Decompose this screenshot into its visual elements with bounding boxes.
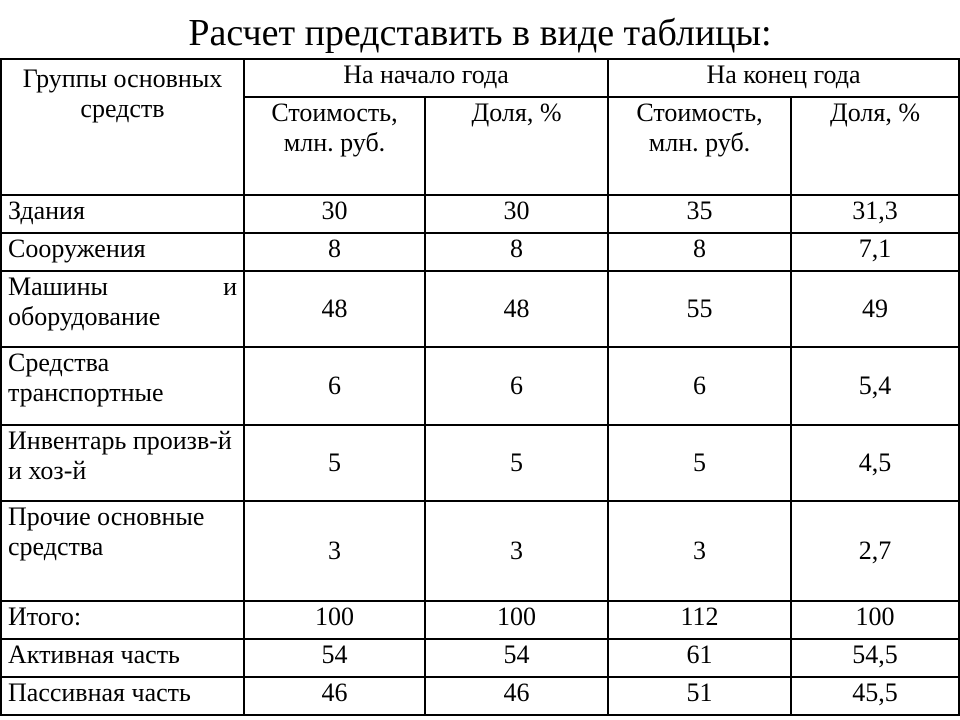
end-share-cell: 5,4: [791, 347, 959, 425]
start-cost-cell: 6: [244, 347, 425, 425]
fixed-assets-table: [0, 58, 960, 716]
table-row: [1, 501, 959, 601]
table-row: [1, 271, 959, 347]
end-share-cell: 49: [791, 271, 959, 347]
row-label: [1, 271, 244, 347]
row-label: Прочие основные средства: [1, 501, 244, 601]
end-share-cell: 31,3: [791, 195, 959, 233]
end-share-cell: 45,5: [791, 677, 959, 715]
start-cost-cell: 5: [244, 425, 425, 501]
start-cost-cell: 48: [244, 271, 425, 347]
start-share-cell: 5: [425, 425, 608, 501]
table-row: [1, 425, 959, 501]
start-share-cell: 3: [425, 501, 608, 601]
start-cost-cell: 30: [244, 195, 425, 233]
start-share-cell: 48: [425, 271, 608, 347]
table-row: [1, 677, 959, 715]
header-start-cost: Стоимость, млн. руб.: [244, 97, 425, 195]
row-label: Инвентарь произв-й и хоз-й: [1, 425, 244, 501]
row-label: Здания: [1, 195, 244, 233]
end-cost-cell: 55: [608, 271, 791, 347]
start-share-cell: 30: [425, 195, 608, 233]
end-share-cell: 100: [791, 601, 959, 639]
table-row: [1, 347, 959, 425]
end-cost-cell: 6: [608, 347, 791, 425]
start-cost-cell: 54: [244, 639, 425, 677]
end-share-cell: 2,7: [791, 501, 959, 601]
end-share-cell: 7,1: [791, 233, 959, 271]
end-cost-cell: 51: [608, 677, 791, 715]
row-label: Сооружения: [1, 233, 244, 271]
header-start-share: Доля, %: [425, 97, 608, 195]
row-label: Средства транспортные: [1, 347, 244, 425]
row-label: Активная часть: [1, 639, 244, 677]
start-share-cell: 8: [425, 233, 608, 271]
start-cost-cell: 100: [244, 601, 425, 639]
start-cost-cell: 8: [244, 233, 425, 271]
header-groups: Группы основных средств: [1, 59, 244, 195]
table-row: [1, 233, 959, 271]
end-cost-cell: 8: [608, 233, 791, 271]
table-row: [1, 639, 959, 677]
end-cost-cell: 3: [608, 501, 791, 601]
page-title: Расчет представить в виде таблицы:: [188, 12, 772, 54]
start-share-cell: 46: [425, 677, 608, 715]
row-label-part: Машины: [8, 272, 108, 301]
start-share-cell: 100: [425, 601, 608, 639]
header-end-year: На конец года: [608, 59, 959, 97]
row-label: Пассивная часть: [1, 677, 244, 715]
start-cost-cell: 3: [244, 501, 425, 601]
row-label: Итого:: [1, 601, 244, 639]
end-cost-cell: 5: [608, 425, 791, 501]
table-row: [1, 195, 959, 233]
header-end-share: Доля, %: [791, 97, 959, 195]
table-row-total: [1, 601, 959, 639]
end-share-cell: 4,5: [791, 425, 959, 501]
header-end-cost: Стоимость, млн. руб.: [608, 97, 791, 195]
end-share-cell: 54,5: [791, 639, 959, 677]
start-cost-cell: 46: [244, 677, 425, 715]
start-share-cell: 54: [425, 639, 608, 677]
end-cost-cell: 112: [608, 601, 791, 639]
start-share-cell: 6: [425, 347, 608, 425]
row-label-part: и: [223, 272, 237, 301]
row-label-part: оборудование: [8, 302, 161, 331]
end-cost-cell: 61: [608, 639, 791, 677]
header-start-year: На начало года: [244, 59, 608, 97]
end-cost-cell: 35: [608, 195, 791, 233]
